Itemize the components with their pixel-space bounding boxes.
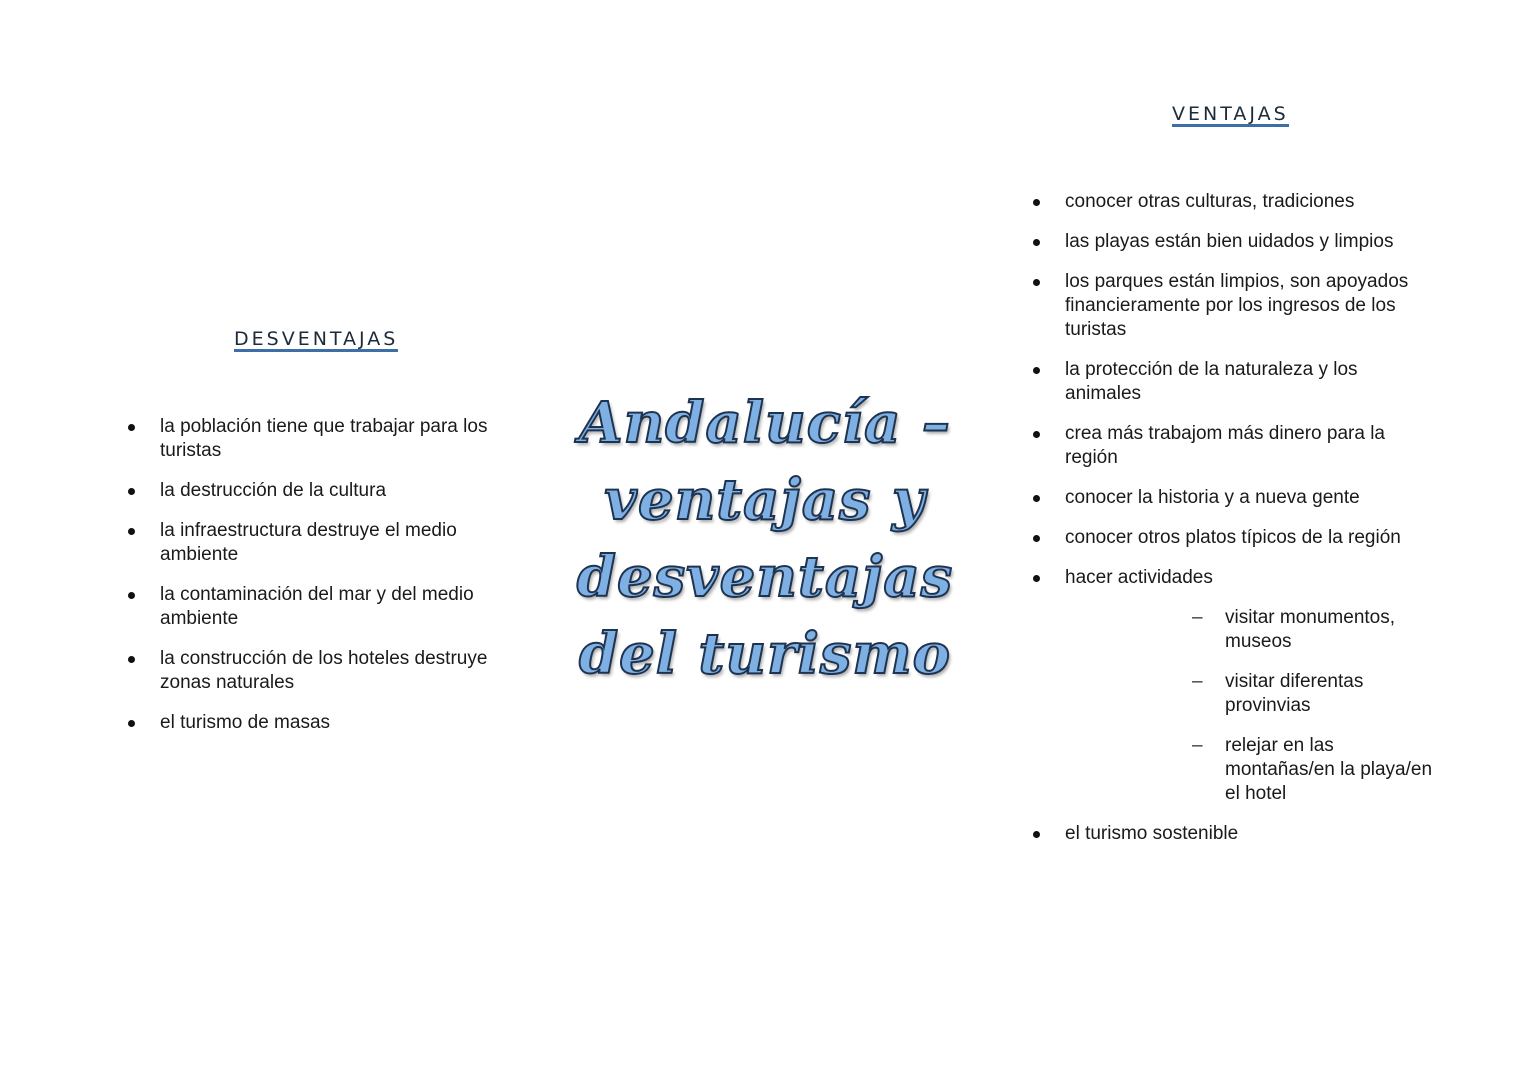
list-item: conocer otros platos típicos de la región bbox=[1033, 526, 1433, 550]
bullet-icon bbox=[1033, 831, 1040, 838]
list-item: el turismo sostenible bbox=[1033, 822, 1433, 846]
activities-sublist bbox=[1065, 606, 1433, 806]
desventajas-heading: DESVENTAJAS bbox=[234, 328, 399, 350]
bullet-icon bbox=[128, 592, 135, 599]
bullet-icon bbox=[1033, 495, 1040, 502]
bullet-icon bbox=[128, 488, 135, 495]
sublist-item: – relejar en las montañas/en la playa/en el hotel bbox=[1192, 735, 1433, 804]
bullet-icon bbox=[128, 720, 135, 727]
bullet-icon bbox=[1033, 279, 1040, 286]
sublist-item: – visitar monumentos, museos bbox=[1192, 607, 1396, 652]
bullet-icon bbox=[1033, 199, 1040, 206]
dash-icon: – bbox=[1192, 607, 1203, 628]
list-item: la infraestructura destruye el medio ambiente bbox=[128, 519, 508, 567]
dash-icon: – bbox=[1192, 735, 1203, 756]
list-item: el turismo de masas bbox=[128, 711, 508, 735]
sublist-item: – visitar diferentas provinvias bbox=[1192, 671, 1364, 716]
ventajas-heading: VENTAJAS bbox=[1172, 103, 1289, 125]
list-item: crea más trabajom más dinero para la región bbox=[1033, 422, 1433, 470]
page-title: Andalucía – ventajas y desventajas del turismo bbox=[576, 390, 954, 687]
ventajas-list bbox=[1033, 190, 1433, 862]
bullet-icon bbox=[128, 528, 135, 535]
list-item: la contaminación del mar y del medio ambiente bbox=[128, 583, 508, 631]
list-item: la construcción de los hoteles destruye zonas naturales bbox=[128, 647, 508, 695]
bullet-icon bbox=[1033, 367, 1040, 374]
list-item: conocer la historia y a nueva gente bbox=[1033, 486, 1433, 510]
list-item: la destrucción de la cultura bbox=[128, 479, 508, 503]
bullet-icon bbox=[1033, 431, 1040, 438]
bullet-icon bbox=[1033, 575, 1040, 582]
desventajas-list bbox=[128, 415, 508, 751]
list-item: la protección de la naturaleza y los animales bbox=[1033, 358, 1433, 406]
list-item: conocer otras culturas, tradiciones bbox=[1033, 190, 1433, 214]
dash-icon: – bbox=[1192, 671, 1203, 692]
bullet-icon bbox=[128, 424, 135, 431]
bullet-icon bbox=[1033, 239, 1040, 246]
list-item: la población tiene que trabajar para los turistas bbox=[128, 415, 508, 463]
list-item: los parques están limpios, son apoyados financieramente por los ingresos de los turistas bbox=[1033, 270, 1433, 342]
bullet-icon bbox=[1033, 535, 1040, 542]
list-item: hacer actividades – visitar monumentos, museos – visitar diferentas provinvias – relejar en las montañas/en la playa/en el hotel bbox=[1033, 566, 1433, 806]
list-item: las playas están bien uidados y limpios bbox=[1033, 230, 1433, 254]
bullet-icon bbox=[128, 656, 135, 663]
